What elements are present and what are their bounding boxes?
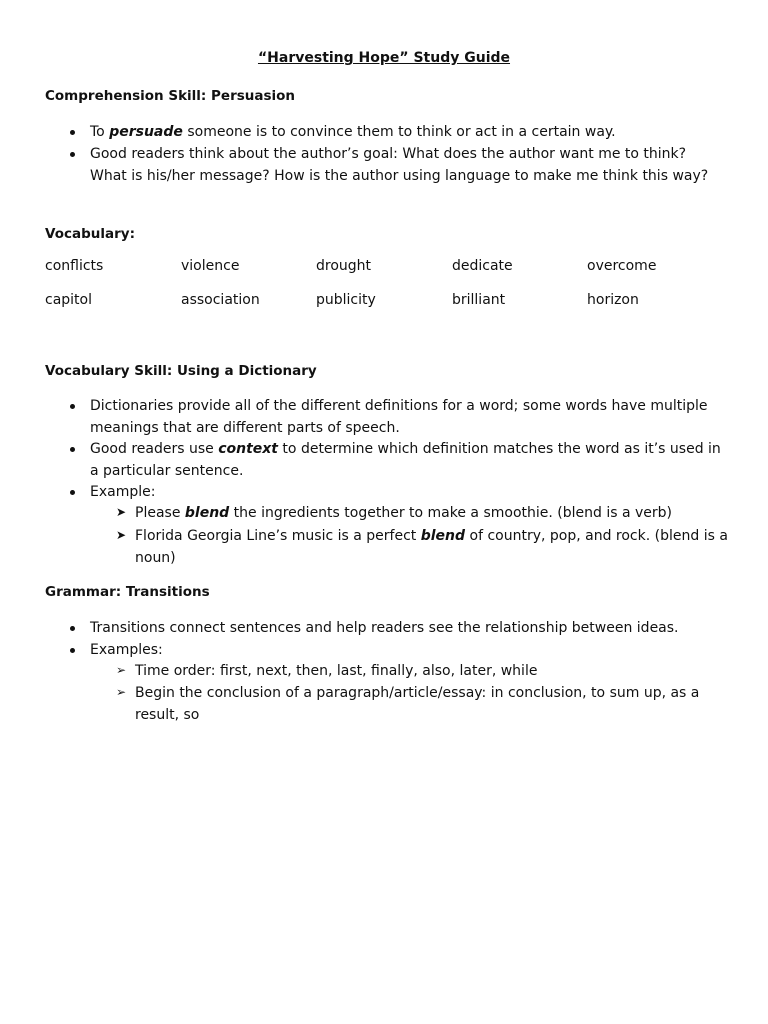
bullet [70, 447, 75, 452]
comprehension-bullet-2-line-2: What is his/her message? How is the author using language to make me think this way? [90, 168, 709, 184]
vocab-word: drought [316, 258, 372, 274]
bullet [70, 490, 75, 495]
vocab-skill-bullet-1-line-2: meanings that are different parts of speech. [90, 420, 400, 436]
vocab-skill-bullet-2 [90, 439, 721, 460]
bullet [70, 404, 75, 409]
vocab-skill-bullet-2-line-2: a particular sentence. [90, 463, 244, 479]
bullet-text: of country, pop, and rock. (blend is a [465, 528, 728, 544]
grammar-sub-2-line-1: Begin the conclusion of a paragraph/article/essay: in conclusion, to sum up, as a [135, 685, 700, 701]
vocab-skill-sub-2-line-2: noun) [135, 550, 176, 566]
bullet [70, 130, 75, 135]
vocab-word: brilliant [452, 292, 506, 308]
keyword-blend: blend [420, 528, 466, 544]
bullet-text: Please [135, 505, 185, 521]
arrow-bullet-icon: ➤ [116, 528, 127, 542]
arrow-bullet-icon: ➢ [116, 685, 127, 699]
vocab-skill-bullet-3: Example: [90, 484, 156, 500]
grammar-sub-2-line-2: result, so [135, 707, 200, 723]
comprehension-bullet-1 [90, 122, 616, 143]
vocab-word: publicity [316, 292, 376, 308]
comprehension-heading: Comprehension Skill: Persuasion [45, 88, 296, 104]
bullet-text: Florida Georgia Line’s music is a perfect [135, 528, 421, 544]
vocab-word: conflicts [45, 258, 104, 274]
arrow-bullet-icon: ➢ [116, 663, 127, 677]
keyword-persuade: persuade [109, 124, 183, 140]
bullet-text: To [90, 124, 110, 140]
keyword-context: context [218, 441, 278, 457]
vocab-skill-bullet-1-line-1: Dictionaries provide all of the different definitions for a word; some words have multiple [90, 398, 708, 414]
bullet [70, 152, 75, 157]
arrow-bullet-icon: ➤ [116, 505, 127, 519]
grammar-sub-1: Time order: first, next, then, last, finally, also, later, while [135, 663, 538, 679]
vocab-word: association [181, 292, 260, 308]
vocab-word: capitol [45, 292, 92, 308]
bullet [70, 626, 75, 631]
bullet [70, 648, 75, 653]
vocab-skill-sub-2 [135, 526, 728, 547]
vocab-word: dedicate [452, 258, 513, 274]
bullet-text: to determine which definition matches the word as it’s used in [277, 441, 721, 457]
comprehension-bullet-2-line-1: Good readers think about the author’s goal: What does the author want me to think? [90, 146, 687, 162]
vocab-word: horizon [587, 292, 639, 308]
vocab-word: violence [181, 258, 240, 274]
grammar-heading: Grammar: Transitions [45, 584, 210, 600]
vocab-skill-heading: Vocabulary Skill: Using a Dictionary [45, 363, 317, 379]
page-title: “Harvesting Hope” Study Guide [257, 50, 511, 66]
grammar-bullet-2: Examples: [90, 642, 163, 658]
bullet-text: someone is to convince them to think or act in a certain way. [182, 124, 616, 140]
vocab-word: overcome [587, 258, 657, 274]
bullet-text: the ingredients together to make a smoothie. (blend is a verb) [229, 505, 673, 521]
keyword-blend: blend [184, 505, 230, 521]
vocab-skill-sub-1 [135, 503, 672, 524]
grammar-bullet-1: Transitions connect sentences and help readers see the relationship between ideas. [90, 620, 679, 636]
bullet-text: Good readers use [90, 441, 219, 457]
vocabulary-heading: Vocabulary: [45, 226, 135, 242]
